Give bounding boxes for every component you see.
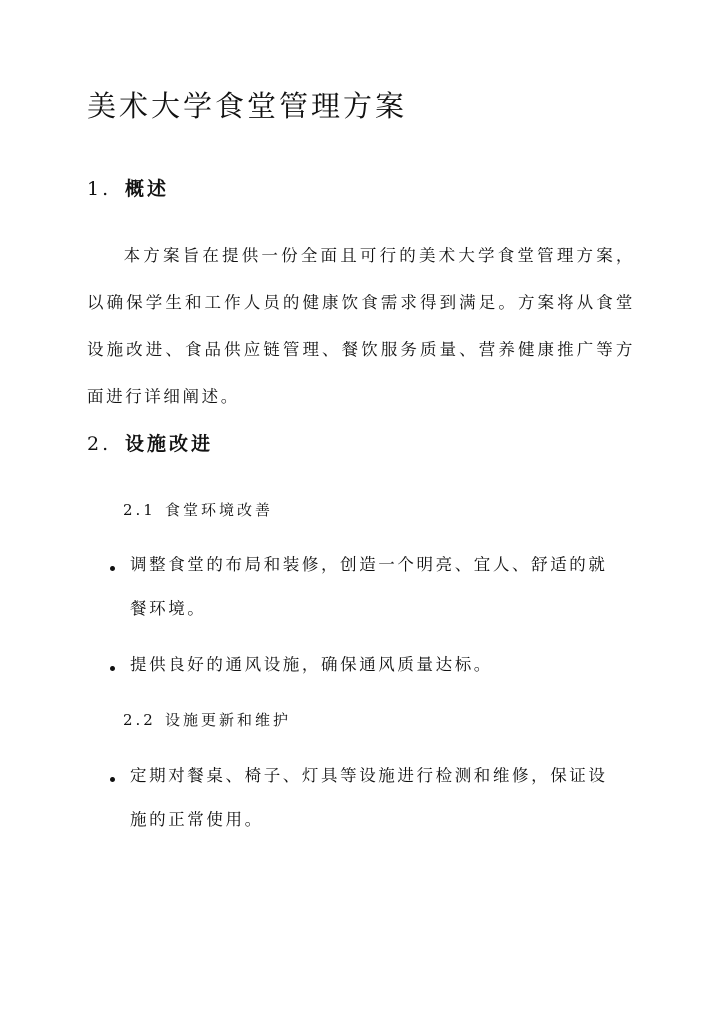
list-item: 定期对餐桌、椅子、灯具等设施进行检测和维修，保证设施的正常使用。 [130,766,608,829]
bullet-icon [110,566,115,571]
section-heading-overview [87,175,169,203]
subsection-number: 2.2 [123,711,156,729]
overview-paragraph [87,232,635,420]
section-number: 2. [87,433,112,455]
document-title: 美术大学食堂管理方案 [87,89,408,123]
list-item: 调整食堂的布局和装修，创造一个明亮、宜人、舒适的就餐环境。 [130,555,608,618]
paragraph-text: 本方案旨在提供一份全面且可行的美术大学食堂管理方案，以确保学生和工作人员的健康饮食需求得到满足。方案将从食堂设施改进、食品供应链管理、餐饮服务质量、营养健康推广等方面进行详细阐述。 [87,246,635,406]
subsection-title: 设施更新和维护 [165,711,292,729]
list-item: 提供良好的通风设施，确保通风质量达标。 [130,655,493,674]
subsection-title: 食堂环境改善 [165,501,274,519]
subsection-number: 2.1 [123,501,156,519]
section-heading-facilities [87,430,213,458]
section-number: 1. [87,178,112,200]
section-title: 概述 [125,178,170,200]
subsection-heading-maintenance [123,708,291,732]
bullet-icon [110,666,115,671]
subsection-heading-environment [123,498,273,522]
section-title: 设施改进 [125,433,214,455]
bullet-icon [110,777,115,782]
